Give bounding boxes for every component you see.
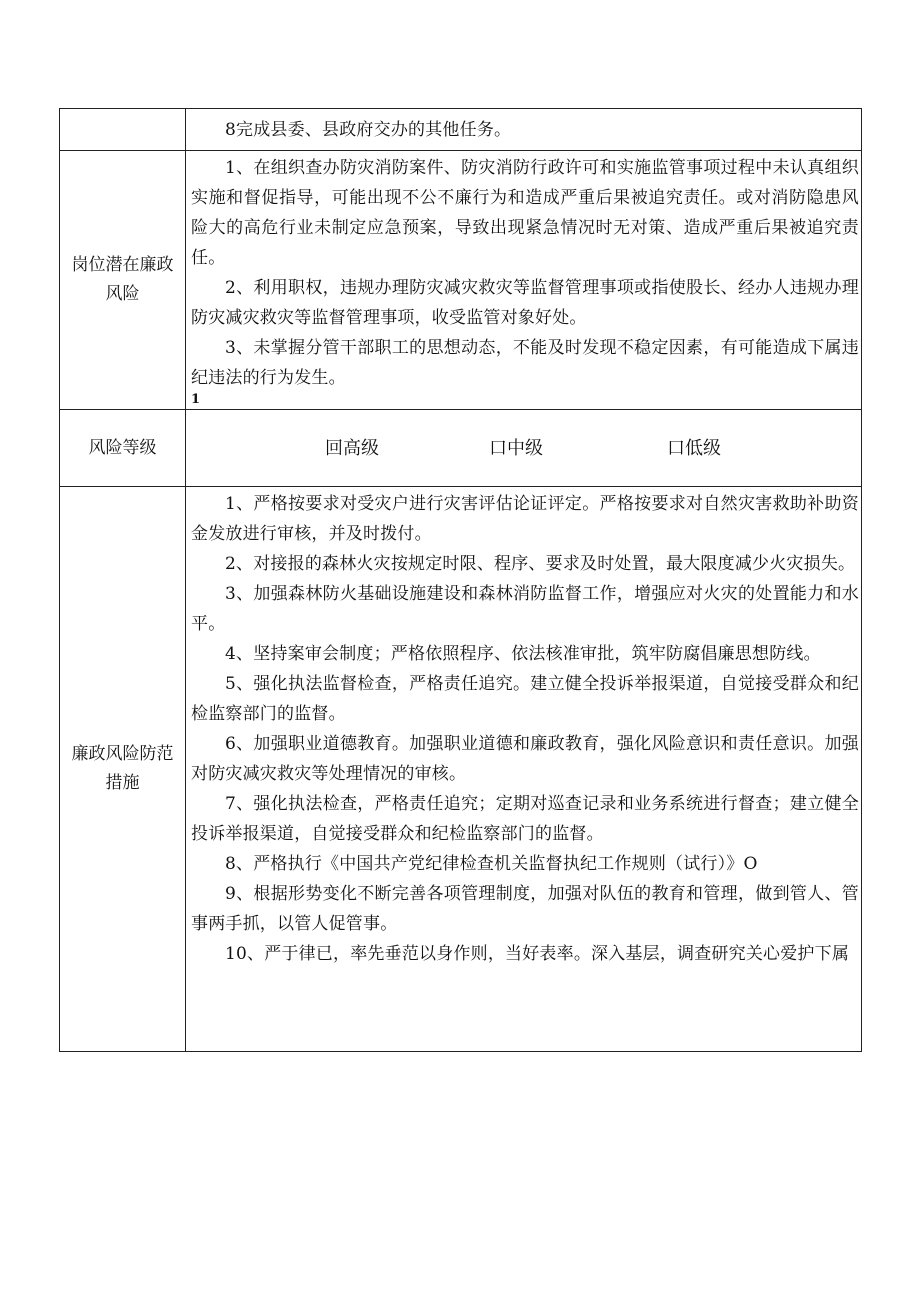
risk-level-high-option[interactable]: 回高级 xyxy=(325,438,379,459)
measures-content-cell xyxy=(186,487,862,1052)
measures-label-cell: 廉政风险防范措施 xyxy=(60,487,186,1052)
measure-item: 3、加强森林防火基础设施建设和森林消防监督工作，增强应对火灾的处置能力和水平。 xyxy=(191,584,859,634)
risk-level-row xyxy=(60,410,862,487)
risk-content-cell xyxy=(186,151,862,410)
task-item: 8完成县委、县政府交办的其他任务。 xyxy=(225,119,512,140)
measure-item: 1、严格按要求对受灾户进行灾害评估论证评定。严格按要求对自然灾害救助补助资金发放进行审核，并及时拨付。 xyxy=(191,494,859,544)
risk-item: 3、未掌握分管干部职工的思想动态，不能及时发现不稳定因素，有可能造成下属违纪违法的行为发生。 xyxy=(191,338,859,388)
measures-row xyxy=(60,487,862,1052)
risk-level-content-cell xyxy=(186,410,862,487)
measure-item: 6、加强职业道德教育。加强职业道德和廉政教育，强化风险意识和责任意识。加强对防灾减灾救灾等处理情况的审核。 xyxy=(191,734,859,784)
tasks-content-cell xyxy=(186,109,862,151)
risk-row xyxy=(60,151,862,410)
risk-item: 2、利用职权，违规办理防灾减灾救灾等监督管理事项或指使股长、经办人违规办理防灾减灾救灾等监督管理事项，收受监管对象好处。 xyxy=(191,278,859,328)
measure-item: 5、强化执法监督检查，严格责任追究。建立健全投诉举报渠道，自觉接受群众和纪检监察部门的监督。 xyxy=(191,674,859,724)
tasks-row xyxy=(60,109,862,151)
measures-list xyxy=(191,489,859,1049)
tasks-label-cell xyxy=(60,109,186,151)
measure-item: 9、根据形势变化不断完善各项管理制度，加强对队伍的教育和管理，做到管人、管事两手抓，以管人促管事。 xyxy=(191,884,859,934)
risk-level-options xyxy=(191,434,859,464)
measure-item: 10、严于律已，率先垂范以身作则，当好表率。深入基层，调查研究关心爱护下属 xyxy=(225,944,850,964)
risk-level-medium-option[interactable]: 口中级 xyxy=(489,438,543,459)
measure-item: 2、对接报的森林火灾按规定时限、程序、要求及时处置，最大限度减少火灾损失。 xyxy=(225,554,856,574)
risk-level-label-cell: 风险等级 xyxy=(60,410,186,487)
measure-item: 8、严格执行《中国共产党纪律检查机关监督执纪工作规则（试行）》O xyxy=(225,854,758,874)
risk-label-cell: 岗位潜在廉政风险 xyxy=(60,151,186,410)
measure-item: 4、坚持案审会制度；严格依照程序、依法核准审批，筑牢防腐倡廉思想防线。 xyxy=(225,644,821,664)
risk-level-low-option[interactable]: 口低级 xyxy=(667,438,721,459)
risk-item: 1、在组织查办防灾消防案件、防灾消防行政许可和实施监管事项过程中未认真组织实施和督促指导，可能出现不公不廉行为和造成严重后果被追究责任。或对消防隐患风险大的高危行业未制定应急预案，导致出现紧急情况时无对策、造成严重后果被追究责任。 xyxy=(191,158,859,268)
stray-mark: 1 xyxy=(191,392,201,407)
responsibility-table xyxy=(59,108,862,1052)
measure-item: 7、强化执法检查，严格责任追究；定期对巡查记录和业务系统进行督查；建立健全投诉举报渠道，自觉接受群众和纪检监察部门的监督。 xyxy=(191,794,859,844)
